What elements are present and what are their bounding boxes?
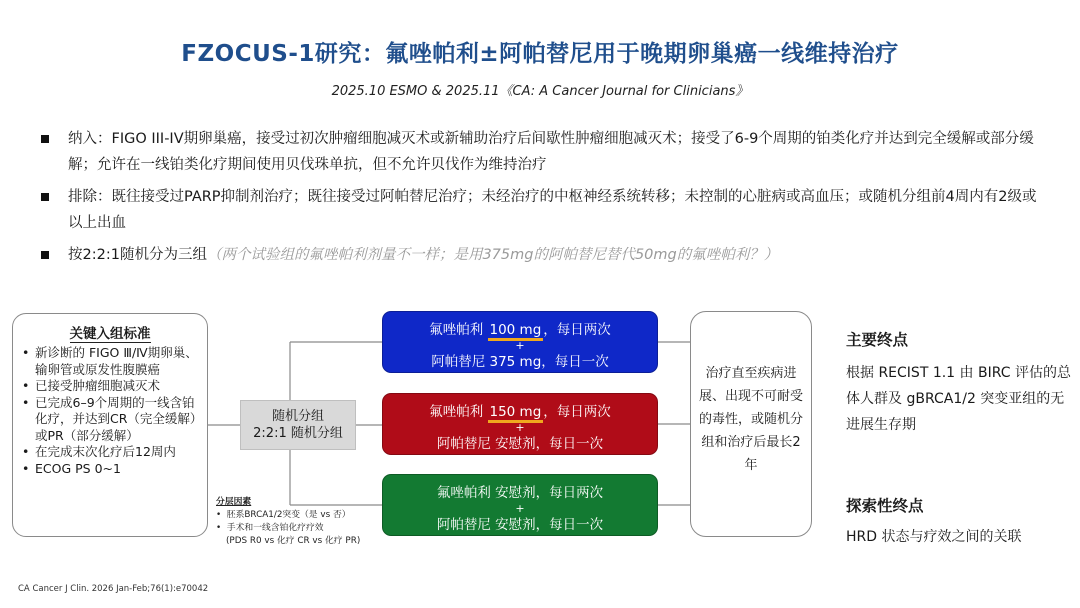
page-subtitle: 2025.10 ESMO & 2025.11《CA: A Cancer Journal for Clinicians》: [331, 84, 749, 99]
arm-2-plus: +: [515, 421, 525, 434]
arm-3-drug: 氟唑帕利 安慰剂，每日两次: [436, 485, 604, 501]
arm-1-box: [382, 311, 658, 373]
arm-3-combo: 阿帕替尼 安慰剂，每日一次: [436, 517, 604, 533]
treatment-duration-box: [690, 311, 812, 537]
arm-2-frequency: ，每日两次: [543, 404, 611, 420]
treatment-duration-text: 治疗直至疾病进展、出现不可耐受的毒性，或随机分组和治疗后最长2年: [699, 366, 804, 473]
stratification-title: 分层因素: [216, 497, 252, 507]
page-title: FZOCUS-1研究：氟唑帕利±阿帕替尼用于晚期卵巢癌一线维持治疗: [181, 41, 899, 67]
randomization-note: （两个试验组的氟唑帕利剂量不一样；是用375mg的阿帕替尼替代50mg的氟唑帕利？）: [206, 247, 779, 263]
key-criteria-item: • 已完成6–9个周期的一线含铂化疗，并达到CR（完全缓解）或PR（部分缓解）: [21, 395, 201, 445]
primary-endpoint-heading: 主要终点: [846, 331, 909, 349]
arm-2-dose: 150 mg: [488, 404, 544, 423]
arm-1-dose: 100 mg: [488, 322, 544, 341]
randomization-label: 随机分组: [271, 409, 324, 424]
stratification-item: • 胚系BRCA1/2突变（是 vs 否）: [216, 510, 351, 520]
arm-3-box: [382, 474, 658, 536]
key-criteria-item: • 已接受肿瘤细胞减灭术: [21, 378, 201, 395]
primary-endpoint-text: 根据 RECIST 1.1 由 BIRC 评估的总体人群及 gBRCA1/2 突变亚组的无进展生存期: [846, 365, 1071, 433]
exclusion-text: 排除：既往接受过PARP抑制剂治疗；既往接受过阿帕替尼治疗；未经治疗的中枢神经系统转移；未控制的心脏病或高血压；或随机分组前4周内有2级或以上出血: [68, 189, 1037, 231]
randomization-ratio: 2:2:1 随机分组: [253, 426, 343, 441]
arm-2-drug: 氟唑帕利: [429, 404, 484, 420]
key-criteria-item: • 新诊断的 FIGO Ⅲ/Ⅳ期卵巢、输卵管或原发性腹膜癌: [21, 345, 201, 378]
key-criteria-item: • 在完成末次化疗后12周内: [21, 444, 201, 461]
arm-3-plus: +: [515, 502, 525, 515]
arm-1-plus: +: [515, 339, 525, 352]
randomization-box: [240, 400, 356, 450]
key-criteria-box: [12, 313, 208, 537]
arm-2-box: [382, 393, 658, 455]
exploratory-endpoint-heading: 探索性终点: [846, 497, 924, 515]
citation: CA Cancer J Clin. 2026 Jan-Feb;76(1):e70042: [18, 584, 209, 594]
inclusion-text: 纳入：FIGO III-IV期卵巢癌，接受过初次肿瘤细胞减灭术或新辅助治疗后间歇性肿瘤细胞减灭术；接受了6-9个周期的铂类化疗并达到完全缓解或部分缓解；允许在一线铂类化疗期间使用贝伐珠单抗，但不允许贝伐作为维持治疗: [68, 131, 1034, 173]
key-criteria-list: [21, 345, 201, 477]
arm-1-combo: 阿帕替尼 375 mg，每日一次: [431, 354, 609, 370]
stratification-item: (PDS R0 vs 化疗 CR vs 化疗 PR): [226, 536, 361, 546]
key-criteria-title: 关键入组标准: [69, 326, 151, 342]
stratification-item: • 手术和一线含铂化疗疗效: [216, 523, 324, 533]
exploratory-endpoint-text: HRD 状态与疗效之间的关联: [846, 529, 1022, 545]
stratification-factors: [216, 496, 360, 548]
arm-1-drug: 氟唑帕利: [429, 322, 484, 338]
key-criteria-item: • ECOG PS 0~1: [21, 461, 201, 478]
arm-2-combo: 阿帕替尼 安慰剂，每日一次: [436, 436, 604, 452]
randomization-text: 按2:2:1随机分为三组: [68, 247, 207, 263]
arm-1-frequency: ，每日两次: [543, 322, 611, 338]
